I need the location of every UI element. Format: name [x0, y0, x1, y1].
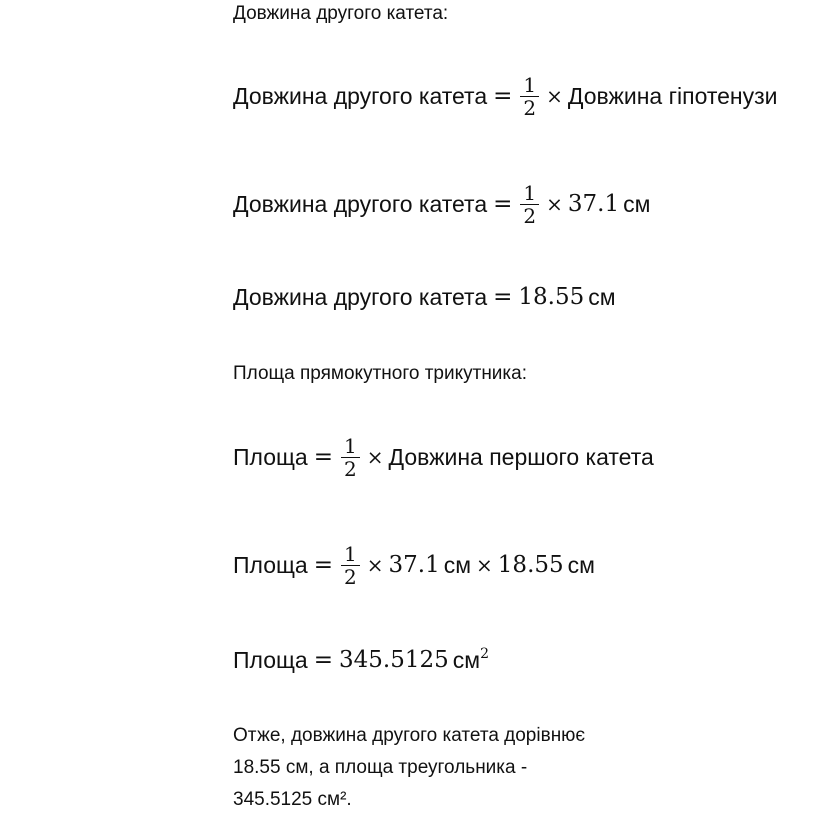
leg2-heading: Довжина другого катета: — [233, 3, 449, 24]
equation-area-result — [233, 628, 669, 692]
eq4-lhs: Площа — [233, 443, 308, 470]
eq5-value-1: 37.1 — [388, 552, 440, 578]
eq5-frac-numerator: 1 — [341, 543, 360, 566]
eq2-frac-denominator: 2 — [523, 203, 537, 228]
eq5-times-1: × — [366, 553, 384, 577]
eq2-times: × — [546, 192, 563, 216]
eq1-rhs: Довжина гіпотенузи — [567, 82, 778, 109]
eq1-lhs: Довжина другого катета — [233, 82, 488, 109]
eq5-fraction — [341, 543, 360, 588]
conclusion-line-2: 18.55 см, а площа треугольника - — [233, 757, 528, 778]
equation-area-formula — [233, 425, 669, 489]
eq2-equals: = — [493, 191, 513, 217]
eq2-unit: см — [623, 190, 651, 217]
eq1-frac-denominator: 2 — [523, 95, 537, 120]
eq4-frac-denominator: 2 — [344, 456, 357, 481]
eq6-unit-text: см — [452, 647, 481, 673]
eq6-value: 345.5125 — [339, 647, 449, 673]
equation-area-substitution — [233, 533, 669, 597]
eq6-exponent: 2 — [480, 646, 489, 662]
eq3-unit: см — [588, 283, 616, 310]
eq2-value: 37.1 — [567, 191, 620, 217]
area-heading: Площа прямокутного трикутника: — [233, 363, 527, 384]
eq4-times: × — [366, 445, 384, 469]
eq5-frac-denominator: 2 — [344, 564, 357, 589]
conclusion-line-1: Отже, довжина другого катета дорівнює — [233, 725, 586, 746]
eq5-equals: = — [313, 552, 333, 578]
content-column — [233, 0, 778, 826]
eq5-unit-2: см — [567, 551, 595, 578]
eq2-frac-numerator: 1 — [520, 182, 539, 205]
eq2-lhs: Довжина другого катета — [233, 190, 488, 217]
eq3-lhs: Довжина другого катета — [233, 283, 488, 310]
eq4-fraction — [341, 435, 360, 480]
eq4-frac-numerator: 1 — [341, 435, 360, 458]
eq5-lhs: Площа — [233, 551, 308, 578]
eq3-value: 18.55 — [518, 284, 585, 310]
conclusion-line-3: 345.5125 см². — [233, 789, 352, 810]
eq5-unit-1: см — [443, 551, 472, 578]
equation-leg2-substitution — [233, 172, 669, 236]
eq5-value-2: 18.55 — [497, 552, 564, 578]
eq3-equals: = — [493, 284, 513, 310]
eq4-rhs: Довжина першого катета — [388, 443, 654, 470]
eq6-equals: = — [313, 647, 333, 673]
eq6-lhs: Площа — [233, 646, 308, 673]
eq1-frac-numerator: 1 — [520, 74, 539, 97]
eq1-times: × — [546, 84, 563, 108]
eq4-equals: = — [313, 444, 333, 470]
equation-leg2-result — [233, 265, 669, 329]
eq1-fraction — [520, 74, 539, 119]
eq6-unit — [453, 646, 489, 674]
eq1-equals: = — [493, 83, 513, 109]
eq5-times-2: × — [476, 553, 493, 577]
eq2-fraction — [520, 182, 539, 227]
equation-leg2-formula — [233, 64, 778, 128]
